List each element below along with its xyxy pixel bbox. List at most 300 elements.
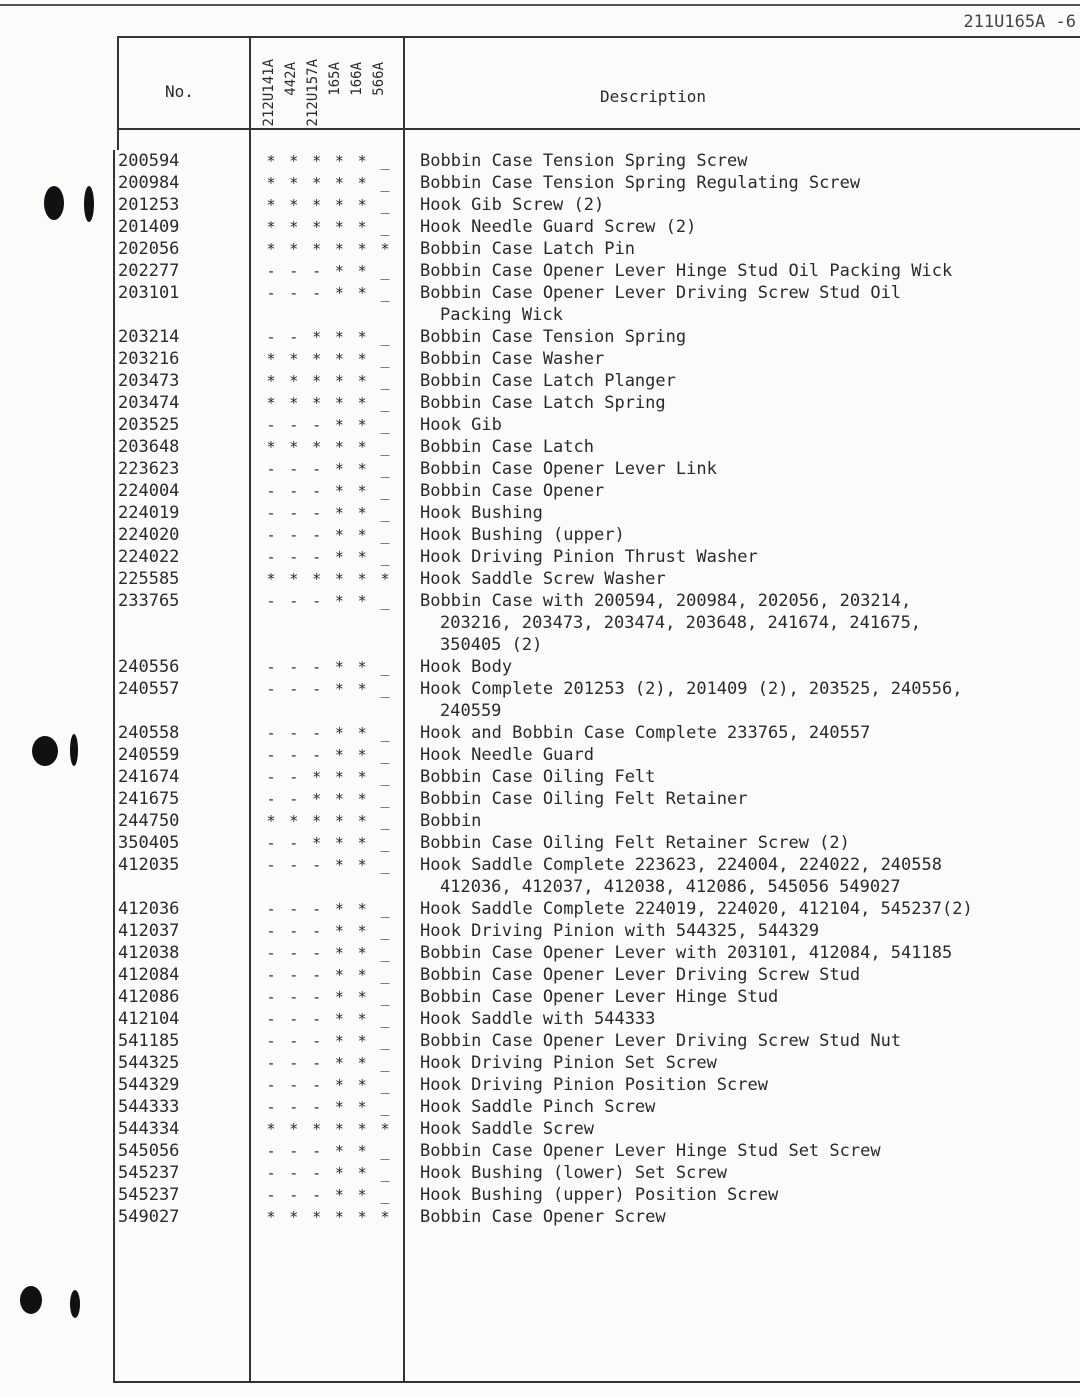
model-mark: - bbox=[266, 724, 276, 742]
table-row bbox=[0, 194, 1080, 216]
model-mark: * bbox=[357, 328, 367, 346]
table-row bbox=[0, 788, 1080, 810]
model-mark: - bbox=[266, 504, 276, 522]
model-mark: * bbox=[334, 152, 344, 170]
part-description bbox=[420, 832, 1075, 854]
description-line: Bobbin Case with 200594, 200984, 202056, 203214, bbox=[420, 591, 912, 611]
part-description bbox=[420, 216, 1075, 238]
table-row bbox=[0, 986, 1080, 1008]
part-number: 203525 bbox=[118, 415, 180, 435]
model-mark: - bbox=[266, 922, 276, 940]
model-marks bbox=[264, 1206, 392, 1228]
model-mark: - bbox=[289, 328, 299, 346]
model-mark: - bbox=[312, 658, 322, 676]
binder-hole-bottom bbox=[20, 1286, 42, 1314]
model-mark: - bbox=[312, 922, 322, 940]
model-mark: _ bbox=[380, 856, 390, 874]
model-mark: * bbox=[266, 438, 276, 456]
part-description bbox=[420, 524, 1075, 546]
model-mark: * bbox=[266, 196, 276, 214]
model-mark: * bbox=[357, 152, 367, 170]
part-description bbox=[420, 1206, 1075, 1228]
model-marks bbox=[264, 238, 392, 260]
description-line: Hook Driving Pinion Position Screw bbox=[420, 1075, 768, 1095]
model-mark: - bbox=[289, 680, 299, 698]
model-mark: - bbox=[266, 856, 276, 874]
model-marks bbox=[264, 502, 392, 524]
model-mark: * bbox=[357, 570, 367, 588]
model-mark: _ bbox=[380, 834, 390, 852]
description-line: Bobbin Case Latch Pin bbox=[420, 239, 635, 259]
model-mark: * bbox=[334, 1142, 344, 1160]
part-number: 240556 bbox=[118, 657, 180, 677]
model-mark: * bbox=[334, 1054, 344, 1072]
model-mark: - bbox=[312, 1098, 322, 1116]
table-row bbox=[0, 238, 1080, 260]
model-mark: - bbox=[289, 922, 299, 940]
table-row bbox=[0, 1052, 1080, 1074]
part-number: 224020 bbox=[118, 525, 180, 545]
model-mark: - bbox=[289, 262, 299, 280]
model-mark: * bbox=[334, 548, 344, 566]
part-number: 240558 bbox=[118, 723, 180, 743]
model-column-headers bbox=[262, 40, 402, 126]
model-mark: - bbox=[266, 966, 276, 984]
model-mark: - bbox=[289, 988, 299, 1006]
model-mark: * bbox=[334, 174, 344, 192]
model-mark: * bbox=[357, 240, 367, 258]
model-mark: * bbox=[289, 218, 299, 236]
description-line: Bobbin Case Latch Planger bbox=[420, 371, 676, 391]
model-mark: _ bbox=[380, 790, 390, 808]
table-row bbox=[0, 942, 1080, 964]
model-mark: _ bbox=[380, 328, 390, 346]
model-mark: * bbox=[289, 240, 299, 258]
model-mark: * bbox=[266, 218, 276, 236]
model-mark: _ bbox=[380, 1076, 390, 1094]
part-number: 240557 bbox=[118, 679, 180, 699]
model-mark: _ bbox=[380, 504, 390, 522]
model-mark: - bbox=[289, 1186, 299, 1204]
model-mark: * bbox=[357, 262, 367, 280]
part-description bbox=[420, 788, 1075, 810]
part-number: 200984 bbox=[118, 173, 180, 193]
description-line: Hook Complete 201253 (2), 201409 (2), 203525, 240556, bbox=[420, 679, 963, 699]
part-description bbox=[420, 1118, 1075, 1140]
model-mark: * bbox=[357, 438, 367, 456]
model-mark: - bbox=[312, 900, 322, 918]
part-number: 233765 bbox=[118, 591, 180, 611]
part-description bbox=[420, 964, 1075, 986]
description-line: Bobbin Case Tension Spring Regulating Screw bbox=[420, 173, 861, 193]
model-mark: _ bbox=[380, 284, 390, 302]
model-mark: - bbox=[312, 1142, 322, 1160]
model-marks bbox=[264, 766, 392, 788]
part-number: 223623 bbox=[118, 459, 180, 479]
model-mark: * bbox=[312, 834, 322, 852]
model-mark: * bbox=[334, 922, 344, 940]
model-mark: * bbox=[357, 1164, 367, 1182]
description-line: Hook Saddle Complete 224019, 224020, 412104, 545237(2) bbox=[420, 899, 973, 919]
model-mark: * bbox=[334, 328, 344, 346]
model-mark: * bbox=[357, 1076, 367, 1094]
model-marks bbox=[264, 546, 392, 568]
model-mark: - bbox=[312, 504, 322, 522]
part-number: 244750 bbox=[118, 811, 180, 831]
table-bottom-border bbox=[113, 1381, 1080, 1383]
model-marks bbox=[264, 458, 392, 480]
model-mark: * bbox=[334, 856, 344, 874]
part-number: 203474 bbox=[118, 393, 180, 413]
table-row bbox=[0, 590, 1080, 656]
part-description bbox=[420, 194, 1075, 216]
part-description bbox=[420, 568, 1075, 590]
model-mark: - bbox=[289, 1142, 299, 1160]
model-mark: - bbox=[289, 900, 299, 918]
model-mark: - bbox=[289, 944, 299, 962]
part-number: 412038 bbox=[118, 943, 180, 963]
part-number: 224004 bbox=[118, 481, 180, 501]
model-mark: * bbox=[266, 372, 276, 390]
part-number: 544325 bbox=[118, 1053, 180, 1073]
description-line: Bobbin Case Opener Lever Hinge Stud Oil Packing Wick bbox=[420, 261, 953, 281]
model-mark: * bbox=[357, 526, 367, 544]
model-mark: * bbox=[357, 460, 367, 478]
part-description bbox=[420, 480, 1075, 502]
model-marks bbox=[264, 678, 392, 700]
model-mark: - bbox=[266, 416, 276, 434]
model-mark: * bbox=[289, 570, 299, 588]
part-description bbox=[420, 348, 1075, 370]
table-header-border bbox=[118, 128, 1080, 130]
model-mark: - bbox=[289, 526, 299, 544]
model-mark: * bbox=[357, 1208, 367, 1226]
description-line: Hook Saddle Screw Washer bbox=[420, 569, 666, 589]
part-description bbox=[420, 238, 1075, 260]
model-mark: - bbox=[266, 1076, 276, 1094]
model-mark: _ bbox=[380, 482, 390, 500]
part-number: 202277 bbox=[118, 261, 180, 281]
table-row bbox=[0, 1184, 1080, 1206]
description-line: Hook Saddle Pinch Screw bbox=[420, 1097, 656, 1117]
model-mark: - bbox=[312, 262, 322, 280]
model-mark: _ bbox=[380, 196, 390, 214]
description-line: Bobbin Case Oiling Felt bbox=[420, 767, 656, 787]
part-description bbox=[420, 392, 1075, 414]
part-number: 544334 bbox=[118, 1119, 180, 1139]
part-number: 203473 bbox=[118, 371, 180, 391]
model-mark: * bbox=[289, 174, 299, 192]
part-number: 412036 bbox=[118, 899, 180, 919]
description-line: Hook Needle Guard bbox=[420, 745, 594, 765]
table-row bbox=[0, 502, 1080, 524]
model-mark: - bbox=[312, 1076, 322, 1094]
document-number: 211U165A -6 bbox=[963, 12, 1076, 32]
model-mark: _ bbox=[380, 394, 390, 412]
table-row bbox=[0, 1140, 1080, 1162]
part-description bbox=[420, 282, 1075, 326]
description-line: Bobbin Case Opener Lever Link bbox=[420, 459, 717, 479]
model-mark: * bbox=[266, 350, 276, 368]
part-number: 241674 bbox=[118, 767, 180, 787]
part-description bbox=[420, 590, 1075, 656]
model-marks bbox=[264, 194, 392, 216]
model-mark: - bbox=[312, 680, 322, 698]
table-top-border bbox=[118, 36, 1080, 38]
description-line: Hook Driving Pinion Set Screw bbox=[420, 1053, 717, 1073]
part-number: 544333 bbox=[118, 1097, 180, 1117]
model-marks bbox=[264, 260, 392, 282]
table-row bbox=[0, 898, 1080, 920]
part-number: 412037 bbox=[118, 921, 180, 941]
model-mark: - bbox=[289, 856, 299, 874]
model-mark: * bbox=[357, 900, 367, 918]
model-marks bbox=[264, 392, 392, 414]
model-mark: _ bbox=[380, 526, 390, 544]
model-mark: * bbox=[357, 1032, 367, 1050]
model-mark: - bbox=[312, 592, 322, 610]
model-mark: - bbox=[289, 790, 299, 808]
model-mark: - bbox=[266, 1164, 276, 1182]
part-number: 241675 bbox=[118, 789, 180, 809]
description-line: Hook Driving Pinion Thrust Washer bbox=[420, 547, 758, 567]
model-mark: - bbox=[266, 1098, 276, 1116]
model-mark: * bbox=[289, 196, 299, 214]
model-mark: - bbox=[289, 1054, 299, 1072]
model-mark: * bbox=[357, 394, 367, 412]
table-left-border bbox=[117, 36, 119, 150]
description-line: Bobbin bbox=[420, 811, 482, 831]
page-top-rule bbox=[0, 4, 1080, 6]
description-line: Bobbin Case Tension Spring Screw bbox=[420, 151, 748, 171]
table-row bbox=[0, 216, 1080, 238]
model-mark: _ bbox=[380, 416, 390, 434]
model-marks bbox=[264, 722, 392, 744]
model-marks bbox=[264, 1074, 392, 1096]
model-marks bbox=[264, 854, 392, 876]
part-number: 200594 bbox=[118, 151, 180, 171]
part-description bbox=[420, 1140, 1075, 1162]
model-mark: _ bbox=[380, 922, 390, 940]
model-mark: * bbox=[334, 1098, 344, 1116]
table-row bbox=[0, 854, 1080, 898]
model-mark: * bbox=[334, 526, 344, 544]
model-mark: _ bbox=[380, 1098, 390, 1116]
model-label: 165A bbox=[327, 62, 343, 96]
description-line: Bobbin Case Oiling Felt Retainer bbox=[420, 789, 748, 809]
binder-hole-bottom-edge bbox=[70, 1290, 80, 1318]
model-mark: - bbox=[266, 284, 276, 302]
part-number: 412104 bbox=[118, 1009, 180, 1029]
model-mark: * bbox=[334, 284, 344, 302]
part-description bbox=[420, 1184, 1075, 1206]
description-line: Bobbin Case Opener Lever Hinge Stud Set Screw bbox=[420, 1141, 881, 1161]
model-mark: - bbox=[312, 284, 322, 302]
part-description bbox=[420, 546, 1075, 568]
model-label: 442A bbox=[283, 62, 299, 96]
part-description bbox=[420, 898, 1075, 920]
model-mark: * bbox=[334, 988, 344, 1006]
model-mark: - bbox=[289, 768, 299, 786]
table-row bbox=[0, 1162, 1080, 1184]
model-mark: * bbox=[334, 966, 344, 984]
part-description bbox=[420, 1074, 1075, 1096]
part-description bbox=[420, 458, 1075, 480]
model-mark: * bbox=[334, 570, 344, 588]
part-number: 545237 bbox=[118, 1185, 180, 1205]
table-row bbox=[0, 568, 1080, 590]
model-mark: - bbox=[266, 262, 276, 280]
part-description bbox=[420, 678, 1075, 722]
model-mark: * bbox=[357, 482, 367, 500]
model-mark: _ bbox=[380, 988, 390, 1006]
model-mark: * bbox=[312, 812, 322, 830]
model-marks bbox=[264, 348, 392, 370]
model-mark: * bbox=[334, 1164, 344, 1182]
model-mark: - bbox=[266, 988, 276, 1006]
model-mark: - bbox=[312, 966, 322, 984]
model-mark: * bbox=[334, 900, 344, 918]
model-mark: _ bbox=[380, 1032, 390, 1050]
table-row bbox=[0, 414, 1080, 436]
description-line: Bobbin Case Latch bbox=[420, 437, 594, 457]
model-marks bbox=[264, 1096, 392, 1118]
model-label: 566A bbox=[371, 62, 387, 96]
part-number: 240559 bbox=[118, 745, 180, 765]
part-description bbox=[420, 986, 1075, 1008]
model-mark: - bbox=[312, 416, 322, 434]
table-row bbox=[0, 1074, 1080, 1096]
model-mark: * bbox=[357, 1186, 367, 1204]
model-mark: * bbox=[357, 988, 367, 1006]
part-description bbox=[420, 172, 1075, 194]
model-mark: - bbox=[266, 944, 276, 962]
model-mark: _ bbox=[380, 592, 390, 610]
part-number: 224019 bbox=[118, 503, 180, 523]
description-line: Bobbin Case Oiling Felt Retainer Screw (2) bbox=[420, 833, 850, 853]
table-row bbox=[0, 678, 1080, 722]
model-mark: * bbox=[357, 1010, 367, 1028]
model-marks bbox=[264, 216, 392, 238]
model-mark: * bbox=[266, 1208, 276, 1226]
description-line: Bobbin Case Tension Spring bbox=[420, 327, 687, 347]
model-mark: - bbox=[266, 548, 276, 566]
table-row bbox=[0, 348, 1080, 370]
table-row bbox=[0, 458, 1080, 480]
model-mark: * bbox=[312, 1208, 322, 1226]
table-row bbox=[0, 1008, 1080, 1030]
model-marks bbox=[264, 524, 392, 546]
model-mark: * bbox=[289, 350, 299, 368]
table-row bbox=[0, 546, 1080, 568]
part-description bbox=[420, 1008, 1075, 1030]
model-mark: * bbox=[357, 350, 367, 368]
part-number: 541185 bbox=[118, 1031, 180, 1051]
model-mark: * bbox=[334, 812, 344, 830]
description-line: Hook Saddle Complete 223623, 224004, 224022, 240558 bbox=[420, 855, 942, 875]
model-mark: - bbox=[266, 834, 276, 852]
model-mark: * bbox=[357, 724, 367, 742]
model-mark: * bbox=[357, 790, 367, 808]
model-marks bbox=[264, 436, 392, 458]
model-mark: * bbox=[334, 944, 344, 962]
description-line: Hook Bushing (upper) Position Screw bbox=[420, 1185, 779, 1205]
model-mark: * bbox=[312, 350, 322, 368]
part-description bbox=[420, 810, 1075, 832]
model-mark: * bbox=[357, 548, 367, 566]
model-marks bbox=[264, 1052, 392, 1074]
model-marks bbox=[264, 150, 392, 172]
model-mark: * bbox=[357, 834, 367, 852]
model-mark: - bbox=[312, 988, 322, 1006]
model-marks bbox=[264, 282, 392, 304]
model-mark: * bbox=[334, 746, 344, 764]
model-mark: * bbox=[380, 570, 390, 588]
model-mark: * bbox=[334, 196, 344, 214]
description-line: Bobbin Case Washer bbox=[420, 349, 605, 369]
model-marks bbox=[264, 788, 392, 810]
model-mark: * bbox=[334, 1076, 344, 1094]
description-line: Bobbin Case Opener Lever Driving Screw Stud Oil bbox=[420, 283, 902, 303]
model-mark: - bbox=[312, 724, 322, 742]
model-mark: _ bbox=[380, 1186, 390, 1204]
description-line: Hook Bushing (upper) bbox=[420, 525, 625, 545]
model-mark: - bbox=[289, 592, 299, 610]
part-number: 544329 bbox=[118, 1075, 180, 1095]
table-row bbox=[0, 920, 1080, 942]
model-mark: _ bbox=[380, 768, 390, 786]
model-mark: * bbox=[334, 416, 344, 434]
model-mark: * bbox=[334, 592, 344, 610]
model-mark: * bbox=[289, 1208, 299, 1226]
model-mark: * bbox=[334, 790, 344, 808]
table-row bbox=[0, 282, 1080, 326]
model-mark: - bbox=[312, 944, 322, 962]
model-mark: * bbox=[357, 592, 367, 610]
table-row bbox=[0, 1118, 1080, 1140]
model-mark: * bbox=[289, 372, 299, 390]
model-mark: - bbox=[266, 1142, 276, 1160]
model-mark: * bbox=[266, 174, 276, 192]
model-mark: _ bbox=[380, 1010, 390, 1028]
part-description bbox=[420, 656, 1075, 678]
model-mark: * bbox=[357, 944, 367, 962]
part-description bbox=[420, 1052, 1075, 1074]
description-line: Bobbin Case Opener Lever Hinge Stud bbox=[420, 987, 779, 1007]
model-mark: * bbox=[357, 218, 367, 236]
model-mark: * bbox=[289, 394, 299, 412]
part-description bbox=[420, 920, 1075, 942]
model-mark: _ bbox=[380, 372, 390, 390]
part-description bbox=[420, 1162, 1075, 1184]
model-mark: * bbox=[312, 328, 322, 346]
part-description bbox=[420, 370, 1075, 392]
model-mark: - bbox=[312, 548, 322, 566]
description-line: Bobbin Case Latch Spring bbox=[420, 393, 666, 413]
part-number: 203214 bbox=[118, 327, 180, 347]
description-line: Hook Saddle Screw bbox=[420, 1119, 594, 1139]
description-line: 240559 bbox=[440, 701, 502, 721]
model-mark: - bbox=[289, 1032, 299, 1050]
part-number: 545056 bbox=[118, 1141, 180, 1161]
table-row bbox=[0, 1206, 1080, 1228]
model-marks bbox=[264, 1030, 392, 1052]
model-mark: * bbox=[334, 372, 344, 390]
model-marks bbox=[264, 898, 392, 920]
model-marks bbox=[264, 590, 392, 612]
description-line: Bobbin Case Opener bbox=[420, 481, 605, 501]
model-mark: * bbox=[334, 438, 344, 456]
